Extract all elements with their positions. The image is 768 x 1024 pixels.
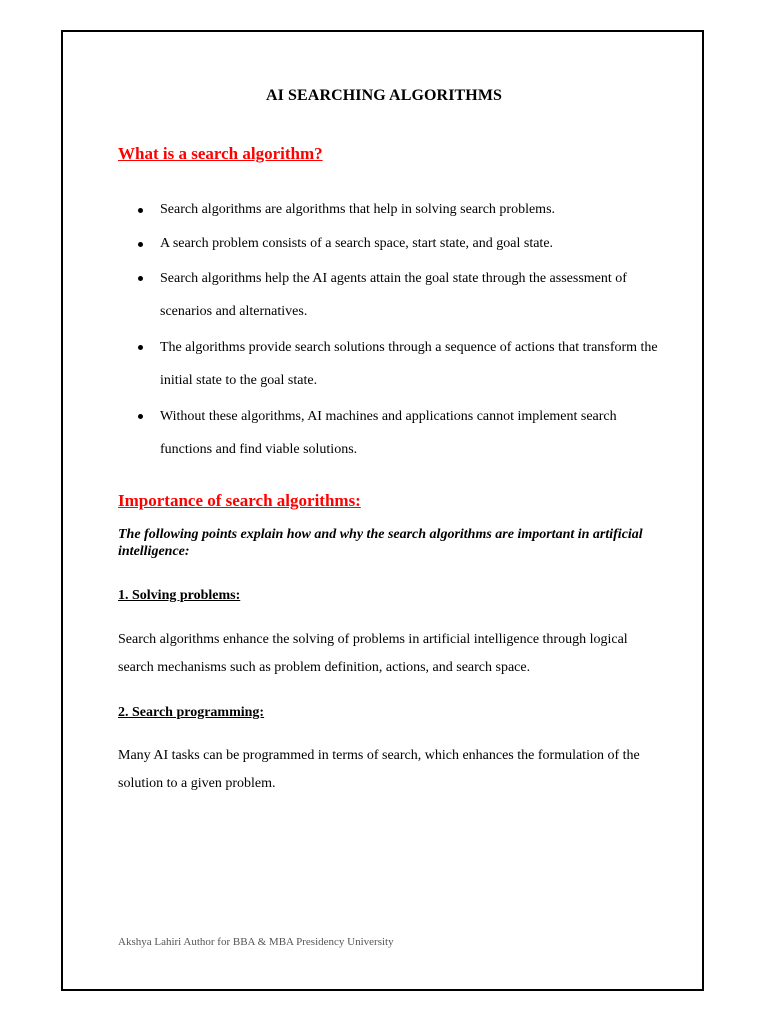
paragraph-search-programming: Many AI tasks can be programmed in terms of search, which enhances the formulation of the solution to a given problem.: [118, 748, 640, 791]
bullet-text: The algorithms provide search solutions through a sequence of actions that transform the initial state to the goal state.: [160, 340, 658, 388]
bullet-dot-icon: [138, 414, 143, 419]
bullet-dot-icon: [138, 208, 143, 213]
bullet-dot-icon: [138, 276, 143, 281]
bullet-text: Without these algorithms, AI machines and applications cannot implement search functions and find viable solutions.: [160, 409, 617, 457]
list-item: [118, 232, 658, 256]
sub-heading-solving-problems: 1. Solving problems:: [118, 588, 241, 603]
document-title: AI SEARCHING ALGORITHMS: [265, 87, 503, 104]
list-item: [118, 331, 658, 397]
bullet-dot-icon: [138, 242, 143, 247]
bullet-text: A search problem consists of a search space, start state, and goal state.: [160, 236, 554, 251]
list-item: [118, 400, 658, 466]
paragraph-solving-problems: Search algorithms enhance the solving of problems in artificial intelligence through logical search mechanisms such as problem definition, actions, and search space.: [118, 632, 628, 675]
intro-text: The following points explain how and why the search algorithms are important in artificial intelligence:: [118, 527, 643, 559]
bullet-dot-icon: [138, 345, 143, 350]
section-heading-importance: Importance of search algorithms:: [118, 491, 361, 510]
list-item: [118, 262, 658, 328]
bullet-text: Search algorithms help the AI agents attain the goal state through the assessment of scenarios and alternatives.: [160, 271, 627, 319]
bullet-list: [118, 198, 658, 466]
bullet-text: Search algorithms are algorithms that help in solving search problems.: [160, 202, 556, 217]
section-heading-what-is: What is a search algorithm?: [118, 144, 323, 163]
list-item: [118, 198, 658, 222]
sub-heading-search-programming: 2. Search programming:: [118, 705, 265, 720]
footer-text: Akshya Lahiri Author for BBA & MBA Presidency University: [118, 936, 394, 948]
